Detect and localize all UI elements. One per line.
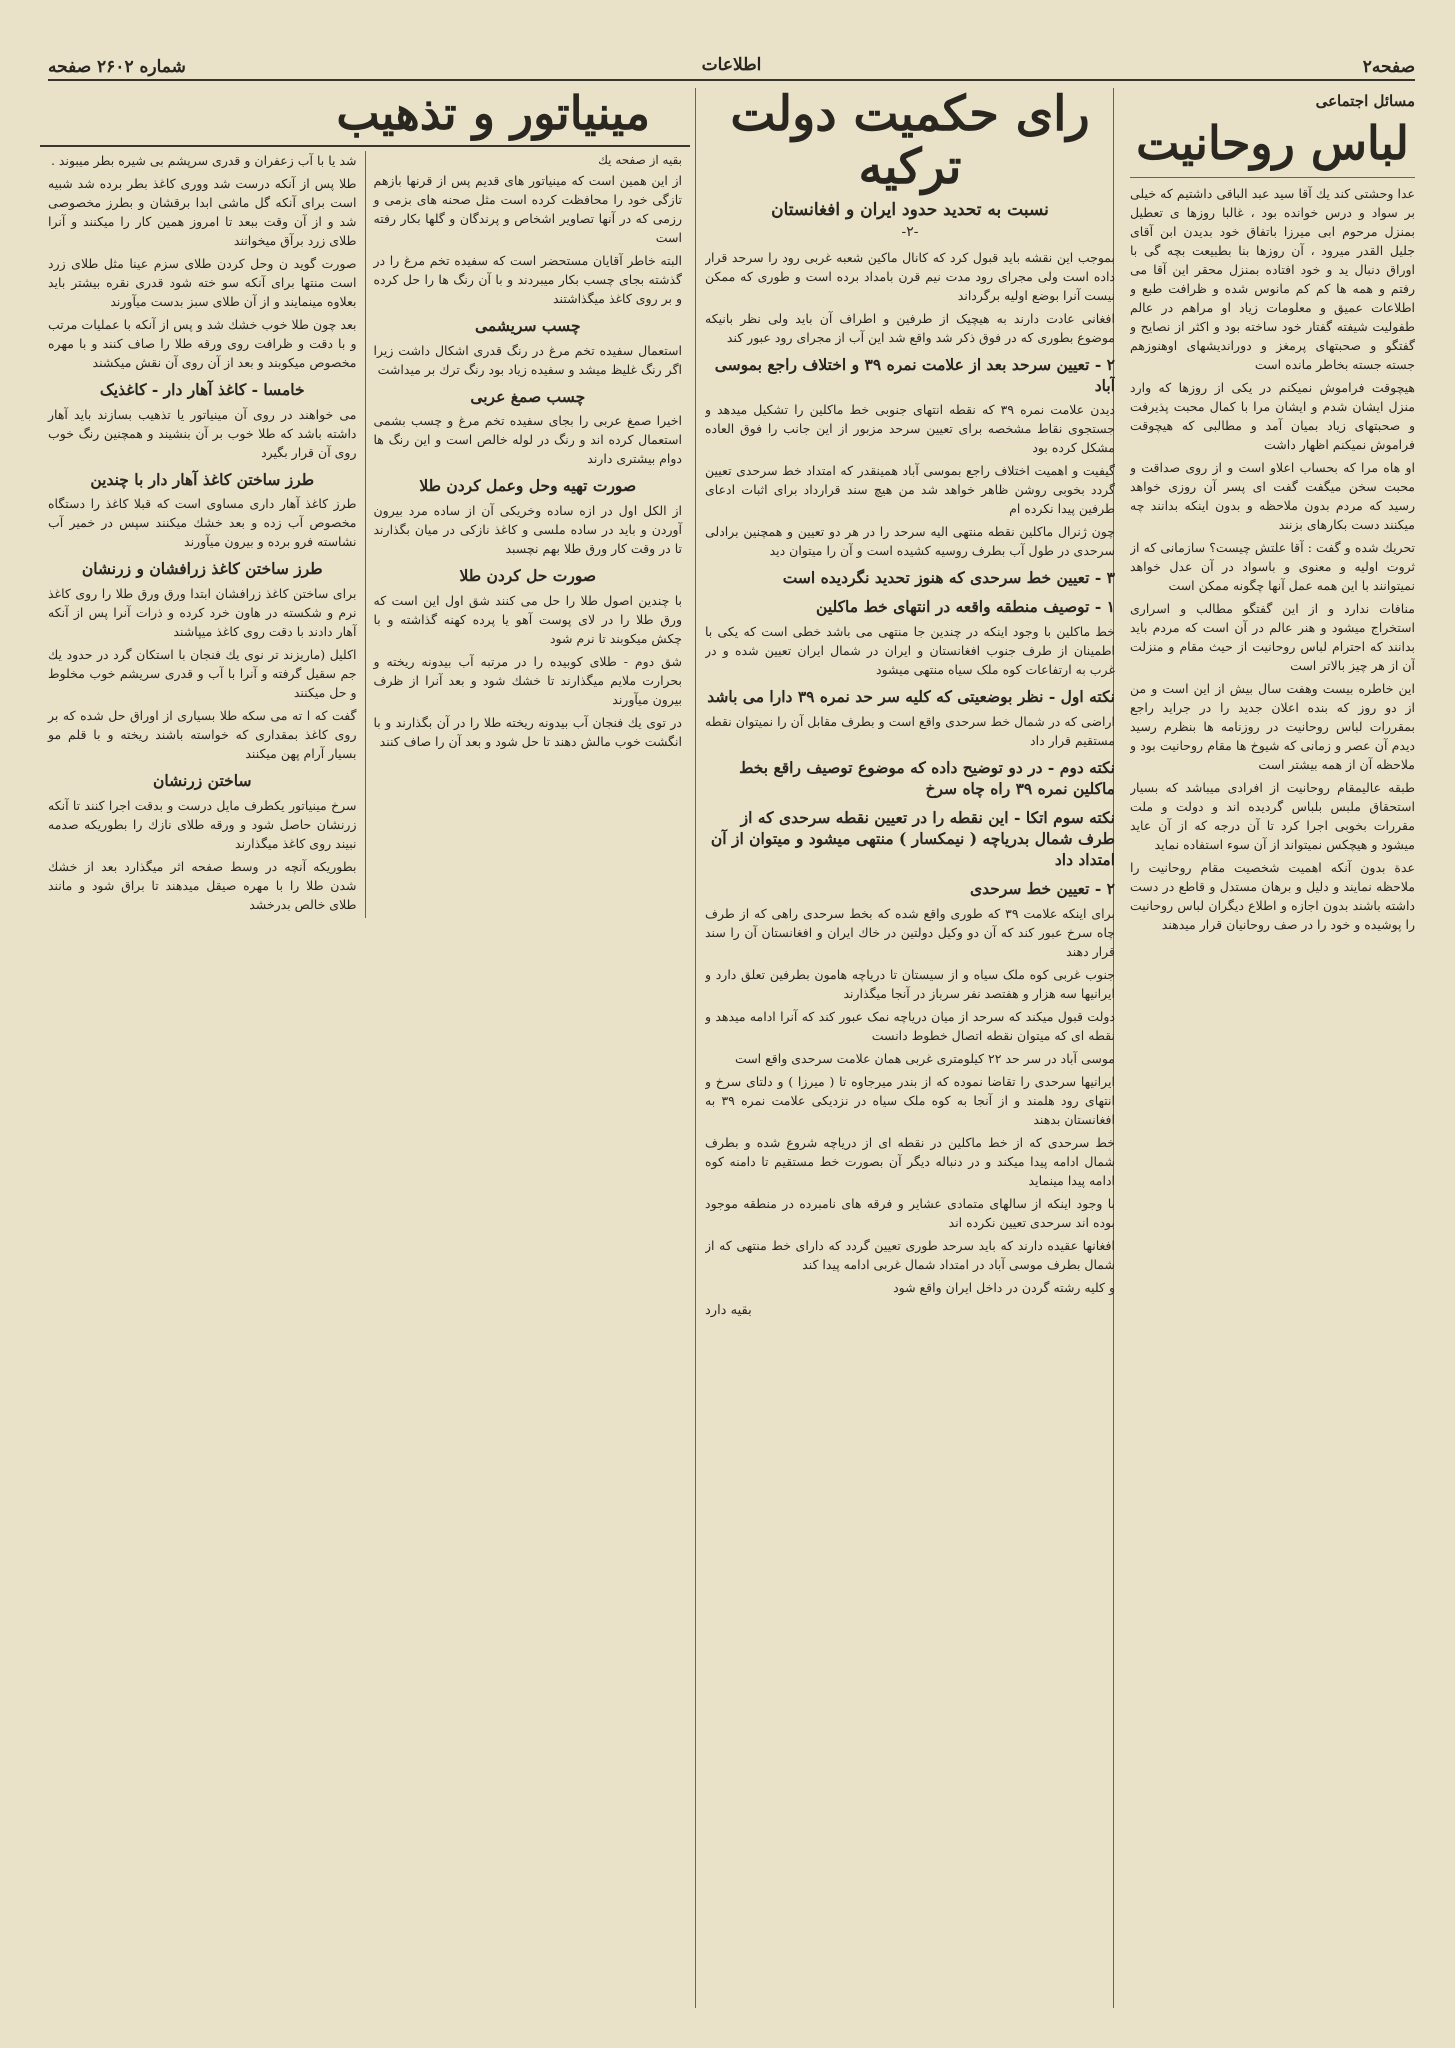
section-heading: نکته دوم - در دو توضیح داده که موضوع توصیف راقع بخط ماکلین نمره ۳۹ راه چاه سرخ [739, 758, 1115, 799]
paragraph: شد یا با آب زعفران و قدری سرپشم بی شیره بطر میبوند . [50, 152, 357, 168]
paragraph: شق دوم - طلای کوبیده را در مرتبه آب بیدونه ریخته و بحرارت ملایم میگذارند تا خشك شود و بعد آنرا از ظرف بیرون میآورند [373, 654, 682, 708]
page-header [48, 55, 1415, 81]
paragraph: با وجود اینکه از سالهای متمادی عشایر و فرقه های نامبرده در منطقه موجود بوده اند سرحدی تعیین نکرده اند [705, 1195, 1115, 1230]
section-heading: ۲ - تعیین خط سرحدی [970, 878, 1115, 898]
paragraph: افغانها عقیده دارند که باید سرحد طوری تعیین گردد که دارای خط منتهی که از شمال بطرف موسی آباد در امتداد شمال غربی ادامه پیدا کند [705, 1237, 1115, 1272]
section-heading: چسب سریشمی [474, 315, 581, 335]
paragraph: عدا وحشتی کند یك آقا سید عبد الباقی داشتیم که خیلی بر سواد و درس خوانده بود ، غالبا روزها ی تعطیل بمنزل مرحوم ابی میرزا باتفاق خود بدیدن ابن آقای جلیل القدر میرود ، آن روزها بنا بطبیعت بچه گی با اوراق دنبال ید و خود افتاده بمنزل محقر این آقا می رفتم و همه ها کم کم مانوس شده و ظرافت طبع و اطلاعات عمیق و معلومات زیاد او مراهم در عالم طفولیت شیفته گفتار خود ساخته بود و اکثر از نصایح و گفتگو و صحبتهای پرمغز و دوراندیشهای اوهنوزهم جسته جسته بخاطر مانده است [1130, 185, 1415, 372]
section-heading: نکته سوم اتکا - این نقطه را در تعیین نقطه سرحدی که از طرف شمال بدریاچه ( نیمکسار ) منتهی میشود و میتوان از آن امتداد داد [710, 808, 1115, 869]
paragraph: برای اینکه علامت ۳۹ که طوری واقع شده که بخط سرحدی راهی که از طرف چاه سرخ عبور کند که آن دو وکیل دولتین در خاك ایران و افغانستان آن را سند قرار دهند [705, 905, 1115, 959]
paragraph: افغانی عادت دارند به هیچیک از طرفین و اطراف آن باید ولی نظر بانیکه موضوع بطوری که در فوق ذکر شد واقع شد این آب از مجرای رود عبور کند [705, 310, 1115, 345]
page-number-label: صفحه۲ [1362, 57, 1415, 77]
section-heading: ۱ - توصیف منطقه واقعه در انتهای خط ماکلین [816, 597, 1115, 617]
continued-from-label: بقیه از صفحه یك [598, 152, 682, 167]
section-heading: خامسا - کاغذ آهار دار - کاغذیک [99, 379, 305, 399]
article-miniature-tazhib [40, 88, 690, 2008]
paragraph: اکلیل (ماریزند تر نوی یك فنجان با استکان گرد در حدود یك جم سقیل گرفته و آنرا با آب و قدری سریشم خوب مخلوط و حل میکنند [48, 647, 357, 701]
paragraph: تحریك شده و گفت : آقا علتش چیست؟ سازمانی که از ثروت اولیه و معنوی و باسواد در آن عدل خواهد نمیتوانند با این همه عمل آنها چگونه ممکن است [1130, 539, 1415, 593]
article-title: لباس روحانیت [1136, 116, 1409, 170]
paragraph: موسی آباد در سر حد ۲۲ کیلومتری غربی همان علامت سرحدی واقع است [734, 1050, 1115, 1066]
paragraph: بطوریکه آنچه در وسط صفحه اثر میگذارد بعد از خشك شدن طلا را با مهره صیقل میدهند تا براق شود و مانند طلای خالص بدرخشد [48, 859, 357, 913]
section-heading: ساختن زرنشان [153, 771, 252, 791]
paragraph: منافات ندارد و از این گفتگو مطالب و اسراری استخراج میشود و هنر عالم در آن است که مردم باید بدانند که احترام لباس روحانیت از حیث مقام و منزلت آن از هر چیز بالاتر است [1130, 600, 1415, 673]
section-heading: نکته اول - نظر بوضعیتی که کلیه سر حد نمره ۳۹ دارا می باشد [707, 687, 1115, 707]
paragraph: می خواهند در روی آن مینیاتور یا تذهیب بسازند باید آهار داشته باشد که طلا خوب بر آن بنشیند و همچنین رنگ خوب روی آن قرار بگیرد [48, 406, 357, 460]
section-heading: ۳ - تعیین خط سرحدی که هنوز تحدید نگردیده است [782, 568, 1115, 588]
paragraph: با چندین اصول طلا را حل می کنند شق اول این است که ورق طلا را در لای پوست آهو یا پرده کهنه گذاشته و با چکش میکوبند تا نرم شود [373, 593, 682, 647]
paragraph: دولت قبول میکند که سرحد از میان دریاچه نمک عبور کند که آنرا ادامه میدهد و نقطه ای که میتوان نقطه اتصال خطوط دانست [705, 1008, 1115, 1043]
section-heading: طرز ساختن کاغذ آهار دار با چندین [90, 469, 315, 489]
paragraph: طلا پس از آنکه درست شد ووری کاغذ بطر برده شد شبیه است برای آنکه گل ماشی ابدا برقشان و بطرز مخصوصی شد و از آن وقت ببعد تا امروز همین کار را میکنند و آنرا طلای زرد برآق میخوانند [48, 175, 357, 248]
paragraph: طبقه عالیمقام روحانیت از افرادی میباشد که بسیار استحقاق ملبس بلباس گردیده اند و دولت و ملت مقررات بخوبی اجرا کرد تا آن درجه که از آن عاید میشود و هیچکس نمیتواند از آن سوء استفاده نماید [1130, 779, 1415, 852]
section-heading: ۲ - تعیین سرحد بعد از علامت نمره ۳۹ و اختلاف راجع بموسی آباد [714, 354, 1115, 395]
paragraph: البته خاطر آقایان مستحضر است که سفیده تخم مرغ را در گذشته بجای چسب بکار میبردند و با آن رنگ ها را حل کرده و بر روی کاغذ میگذاشتند [373, 252, 682, 306]
paragraph: خط ماکلین با وجود اینکه در چندین جا منتهی می باشد خطی است که یکی با اطمینان از طرف جنوب افغانستان و ایران در شمال ایران تعیین شده و در غرب به ارتفاعات کوه ملک سیاه منتهی میشود [705, 624, 1115, 678]
paragraph: گیفیت و اهمیت اختلاف راجع بموسی آباد همینقدر که امتداد خط سرحدی تعیین گردد بخوبی روشن ظاهر خواهد شد من هیچ سند قرارداد برای اثبات ادعای طرفین پیدا نکرده ام [705, 463, 1115, 517]
article-turkey-arbitration [705, 88, 1115, 2008]
article-lebas-rouhaniat [1130, 88, 1415, 2008]
paragraph: این خاطره بیست وهفت سال بیش از این است و من از دو روز که بنده اعلان جدید را در جراید راجع بمقررات لباس روحانیت در روزنامه ها بنظرم رسید دیدم آن عصر و زمانی که شیوخ ها مقام روحانیت بود و ملاحظه آن از همه بیشتر است [1130, 680, 1415, 772]
paragraph: هیچوقت فراموش نمیکنم در یکی از روزها که وارد منزل ایشان شدم و ایشان مرا با کمال محبت پذیرفت و صحبتهای زیاد بمیان آمد و مطالبی که هیچوقت فراموش نمیکنم اظهار داشت [1130, 379, 1415, 452]
section-heading: چسب صمغ عربی [470, 386, 586, 406]
paragraph: خط سرحدی که از خط ماکلین در نقطه ای از دریاچه شروع شده و بطرف شمال ادامه پیدا میکند و در دنباله دیگر آن بصورت خط مستقیم تا دامنه کوه ادامه پیدا مینماید [705, 1134, 1115, 1188]
paragraph: گفت که ا ته می سکه طلا بسیاری از اوراق حل شده که بر روی کاغذ بمقداری که خواسته باشند ریخته و با قلم مو بسیار آرام پهن میکنند [48, 708, 357, 762]
paragraph: طرز کاغذ آهار داری مساوی است که قبلا کاغذ را دستگاه مخصوص آب زده و بعد خشك میکنند سپس در خمیر آب نشاسته فرو برده و بیرون میآورند [48, 496, 357, 550]
section-rubric: مسائل اجتماعی [1315, 92, 1415, 110]
paragraph: در توی یك فنجان آب بیدونه ریخته طلا را در آن بگذارند و با انگشت خوب مالش دهند تا حل شود و بعد آن را صاف کنند [373, 715, 682, 750]
paragraph: از الکل اول در ازه ساده وخریکی آن از ساده مرد بیرون آوردن و باید در ساده ملسی و کاغذ نازکی در میان بگذارند تا در وقت کار ورق طلا بهم نچسبد [373, 503, 682, 557]
article-title: مینیاتور و تذهیب [336, 88, 650, 140]
sub-column-right [366, 151, 691, 919]
section-heading: طرز ساختن کاغذ زرافشان و زرنشان [81, 559, 323, 579]
paragraph: او هاه مرا که بحساب اعلاو است و از روی صداقت و محبت سخن میگفت گفت ای پسر آن روزی خواهد رسید که مردم بدون ملاحظه و بدون اینکه بدانند چه میکنند دست بکارهای بزنند [1130, 459, 1415, 532]
issue-number-label: شماره ۲۶۰۲ صفحه [48, 57, 186, 77]
section-heading: صورت تهیه وحل وعمل کردن طلا [419, 476, 637, 496]
newspaper-name: اطلاعات [701, 55, 762, 75]
paragraph: چون ژنرال ماکلین نقطه منتهی الیه سرحد را در هر دو تعیین و همچنین برادلی سرحدی در طول آب بطرف روسیه کشیده است و آن را میتوان دید [705, 524, 1115, 559]
paragraph: عدة بدون آنکه اهمیت شخصیت مقام روحانیت را ملاحظه نمایند و دلیل و برهان مستدل و قاطع در دست داشته باشند بدون اجازه و اطلاع دیگران لباس روحانیت را پوشیده و خود را در صف روحانیان قرار میدهند [1130, 859, 1415, 932]
paragraph: از این همین است که مینیاتور های قدیم پس از قرنها بازهم تازگی خود را محافظت کرده است مثل صحنه های بزمی و رزمی که در آنها تصاویر اشخاص و پرندگان و گلها بکار رفته است [373, 172, 682, 245]
column-divider [695, 88, 696, 2008]
section-heading: صورت حل کردن طلا [459, 566, 597, 586]
paragraph: و کلیه رشته گردن در داخل ایران واقع شود [893, 1279, 1115, 1295]
article-title: رای حکمیت دولت ترکیه [730, 88, 1090, 195]
sub-column-left [40, 151, 366, 919]
paragraph: اراضی که در شمال خط سرحدی واقع است و بطرف مقابل آن را نمیتوان نقطه مستقیم قرار داد [705, 714, 1115, 749]
paragraph: استعمال سفیده تخم مرغ در رنگ قدری اشکال داشت زیرا اگر رنگ غلیظ میشد و سفیده زیاد بود رنگ ترك بر میداشت [373, 342, 682, 377]
part-number: -۲- [901, 223, 919, 240]
article-subtitle: نسبت به تحدید حدود ایران و افغانستان [771, 199, 1049, 220]
paragraph: سرخ مینیاتور یکطرف مایل درست و بدقت اجرا کنند تا آنکه زرنشان حاصل شود و ورقه طلای نازك را بطوریکه صدمه نبیند روی کاغذ میگذارند [48, 798, 357, 852]
paragraph: جنوب غربی کوه ملک سیاه و از سیستان تا دریاچه هامون بطرفین تعلق دارد و ایرانیها سه هزار و هفتصد نفر سرباز در آنجا میگذارند [705, 966, 1115, 1001]
paragraph: بموجب این نقشه باید قبول کرد که کانال ماکین شعبه غربی رود را سرحد قرار داده است ولی مجرای رود مدت نیم قرن بامداد برده است و طوری که ممکن نیست آنرا بوضع اولیه برگرداند [705, 249, 1115, 303]
paragraph: بعد چون طلا خوب خشك شد و پس از آنکه با عملیات مرتب و با دقت و ظرافت روی ورقه طلا را صاف کنند و با مهره مخصوص میکوبند و بعد از آن روی آن نقش میکشند [48, 316, 357, 370]
paragraph: اخیرا صمغ عربی را بجای سفیده تخم مرغ و چسب بشمی استعمال کرده اند و رنگ در لوله خالص است و این رنگ ها دوام بیشتری دارند [373, 413, 682, 467]
paragraph: صورت گوید ن وحل کردن طلای سزم عینا مثل طلای زرد است منتها برای آنکه سو خته شود قدری نقره بیشتر باید بعلاوه مینمایند و از آن طلای سبز بدست میآورند [48, 255, 357, 309]
paragraph: برای ساختن کاغذ زرافشان ابتدا ورق ورق طلا را روی کاغذ نرم و شکسته در هاون خرد کرده و ذرات آنرا پس از آنکه آهار دادند با دقت روی کاغذ میپاشند [48, 586, 357, 640]
paragraph: دیدن علامت نمره ۳۹ که نقطه انتهای جنوبی خط ماکلین را تشکیل میدهد و جستجوی نقاط مشخصه برای تعیین سرحد مزبور از این جانب را فوق العاده مشکل کرده بود [705, 402, 1115, 456]
continued-note: بقیه دارد [705, 1302, 752, 1318]
paragraph: ایرانیها سرحدی را تقاضا نموده که از بندر میرجاوه تا ( میرزا ) و دلتای سرخ و انتهای رود هلمند و از آنجا به کوه ملک سیاه در نزدیکی علامت نمره ۳۹ به افغانستان بدهند [705, 1073, 1115, 1127]
